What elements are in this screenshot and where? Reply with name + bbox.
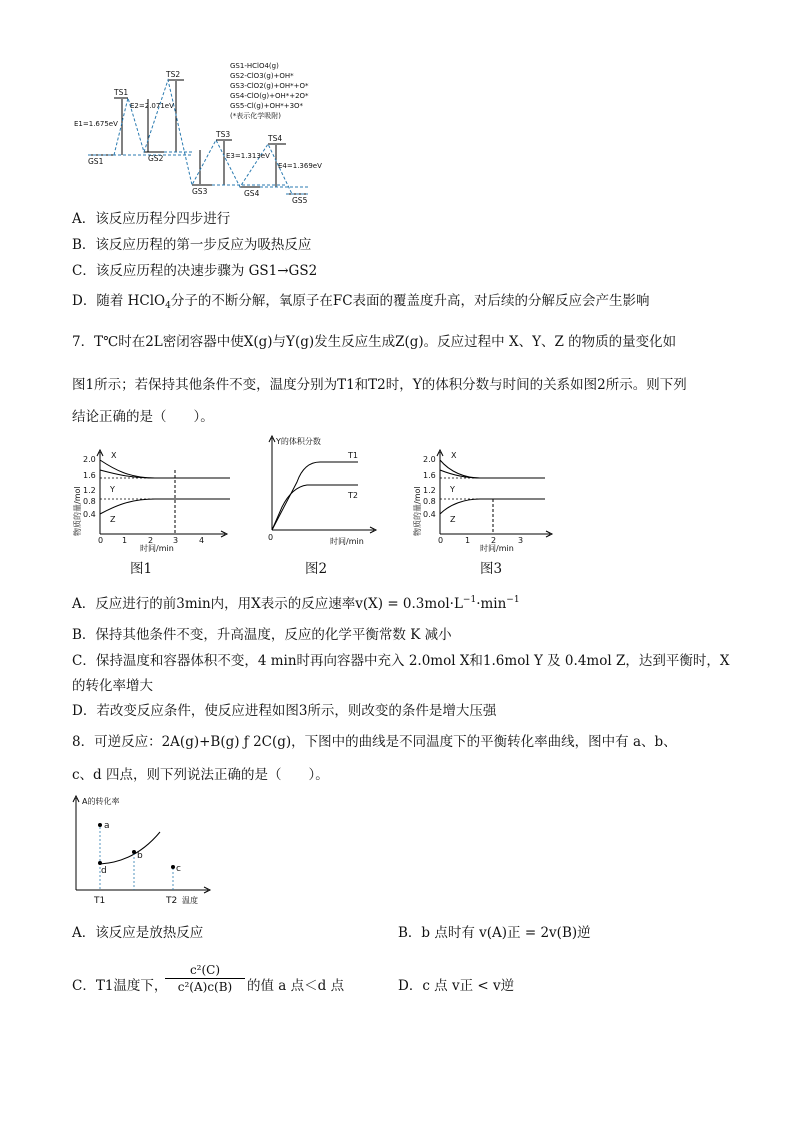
q7-option-d: D．若改变反应条件，使反应进程如图3所示，则改变的条件是增大压强 [72, 703, 497, 719]
svg-text:T2: T2 [166, 896, 178, 906]
svg-text:d: d [101, 866, 107, 876]
q7-option-c-line-1: C．保持温度和容器体积不变，4 min时再向容器中充入 2.0mol X和1.6mol Y 及 0.4mol Z，达到平衡时，X [72, 653, 730, 669]
svg-text:0.8: 0.8 [423, 497, 436, 506]
svg-text:2.0: 2.0 [83, 455, 96, 464]
svg-text:1.2: 1.2 [83, 486, 96, 495]
legend-6: (*表示化学吸附) [230, 112, 281, 120]
gs1-label: GS1 [88, 157, 104, 166]
svg-text:1: 1 [465, 536, 471, 545]
series-y-curve [440, 470, 545, 478]
point-b [132, 850, 136, 854]
q8-stem-line-1: 8．可逆反应：2A(g)+B(g) ƒ 2C(g)，下图中的曲线是不同温度下的平衡转化率曲线，图中有 a、b、 [72, 734, 677, 750]
ts3-label: TS3 [216, 130, 231, 139]
svg-text:0.8: 0.8 [83, 497, 96, 506]
svg-text:1.6: 1.6 [83, 471, 96, 480]
e4-label: E4=1.369eV [278, 162, 322, 170]
figure-1 [70, 446, 240, 556]
q7-stem-line-3: 结论正确的是（ ）。 [72, 409, 214, 425]
ts1-label: TS1 [114, 88, 129, 97]
q7-stem-line-2: 图1所示；若保持其他条件不变，温度分别为T1和T2时，Y的体积分数与时间的关系如图2所示。则下列 [72, 377, 687, 393]
gs5-label: GS5 [292, 196, 308, 205]
point-d [98, 861, 102, 865]
q6-option-a: A．该反应历程分四步进行 [72, 211, 231, 227]
q8-option-c-tail: 的值 a 点＜d 点 [247, 978, 345, 994]
t1-curve [272, 462, 358, 530]
q8-option-d: D．c 点 v正 < v逆 [398, 978, 515, 994]
svg-text:X: X [451, 451, 457, 460]
q8-option-b: B．b 点时有 v(A)正 = 2v(B)逆 [398, 925, 591, 941]
svg-text:时间/min: 时间/min [140, 544, 174, 553]
fig2-caption: 图2 [305, 561, 328, 577]
conversion-curve-figure [70, 792, 220, 907]
q7-option-b: B．保持其他条件不变，升高温度，反应的化学平衡常数 K 减小 [72, 627, 452, 643]
gs4-label: GS4 [244, 189, 260, 198]
svg-text:Z: Z [110, 515, 116, 524]
svg-text:b: b [137, 851, 143, 861]
q7-option-c-line-2: 的转化率增大 [72, 678, 153, 694]
legend-4: GS4-ClO(g)+OH*+2O* [230, 92, 309, 100]
q6-option-b: B．该反应历程的第一步反应为吸热反应 [72, 237, 312, 253]
conversion-curve [100, 832, 160, 864]
svg-text:a: a [104, 821, 110, 831]
svg-text:物质的量/mol: 物质的量/mol [73, 486, 82, 536]
e1-label: E1=1.675eV [74, 120, 118, 128]
svg-text:T1: T1 [94, 896, 106, 906]
svg-text:c: c [176, 864, 181, 874]
q6-option-d: D．随着 HClO$_4$分子的不断分解，氧原子在FC表面的覆盖度升高，对后续的分解反应会产生影响 [72, 293, 650, 311]
q8-option-c: C．T1温度下， [72, 978, 168, 994]
svg-text:2.0: 2.0 [423, 455, 436, 464]
q6-option-c: C．该反应历程的决速步骤为 GS1→GS2 [72, 263, 318, 279]
svg-text:Y的体积分数: Y的体积分数 [276, 437, 321, 446]
svg-text:3: 3 [173, 536, 179, 545]
legend-5: GS5-Cl(g)+OH*+3O* [230, 102, 304, 110]
fig1-caption: 图1 [130, 561, 153, 577]
e2-label: E2=2.071eV [130, 102, 174, 110]
svg-text:3: 3 [518, 536, 524, 545]
svg-text:温度: 温度 [182, 896, 198, 905]
energy-profile-diagram [74, 58, 330, 208]
svg-text:1.6: 1.6 [423, 471, 436, 480]
q8-option-a: A．该反应是放热反应 [72, 925, 204, 941]
series-x-curve [100, 460, 230, 478]
svg-text:物质的量/mol: 物质的量/mol [413, 486, 422, 536]
figure-3 [410, 446, 560, 556]
q8-stem-line-2: c、d 四点，则下列说法正确的是（ ）。 [72, 767, 329, 783]
series-z-curve [100, 499, 230, 514]
point-a [98, 823, 102, 827]
svg-text:0: 0 [438, 536, 444, 545]
gs3-label: GS3 [192, 187, 208, 196]
svg-text:0.4: 0.4 [83, 510, 96, 519]
legend-2: GS2-ClO3(g)+OH* [230, 72, 294, 80]
diagram-legend [230, 62, 309, 120]
gs2-label: GS2 [148, 154, 164, 163]
svg-text:0: 0 [268, 533, 274, 542]
svg-text:1: 1 [122, 536, 128, 545]
svg-text:时间/min: 时间/min [480, 544, 514, 553]
svg-text:0: 0 [98, 536, 104, 545]
ts4-label: TS4 [268, 134, 283, 143]
legend-1: GS1-HClO4(g) [230, 62, 279, 70]
e3-label: E3=1.313eV [226, 152, 270, 160]
legend-3: GS3-ClO2(g)+OH*+O* [230, 82, 309, 90]
svg-text:0.4: 0.4 [423, 510, 436, 519]
svg-text:Y: Y [450, 485, 455, 494]
svg-text:Y: Y [110, 485, 115, 494]
svg-text:2: 2 [491, 536, 497, 545]
svg-text:X: X [111, 451, 117, 460]
svg-text:1.2: 1.2 [423, 486, 436, 495]
figure-2 [262, 432, 402, 552]
t2-curve [272, 485, 358, 530]
q7-stem-line-1: 7．T℃时在2L密闭容器中使X(g)与Y(g)发生反应生成Z(g)。反应过程中 X、Y、Z 的物质的量变化如 [72, 334, 677, 350]
svg-text:2: 2 [148, 536, 154, 545]
svg-text:4: 4 [199, 536, 205, 545]
fig3-caption: 图3 [480, 561, 503, 577]
svg-text:T2: T2 [348, 491, 358, 500]
svg-text:T1: T1 [348, 451, 358, 460]
ts2-label: TS2 [166, 70, 181, 79]
svg-text:A的转化率: A的转化率 [82, 797, 120, 806]
svg-text:时间/min: 时间/min [330, 537, 364, 546]
svg-text:Z: Z [450, 515, 456, 524]
q8-fraction: c²(C) c²(A)c(B) [165, 962, 245, 995]
point-c [171, 865, 175, 869]
q7-option-a: A．反应进行的前3min内，用X表示的反应速率$v(X) = 0.3mol\cdot L^{-1}\cdot\min^{-1}$ [72, 595, 520, 612]
